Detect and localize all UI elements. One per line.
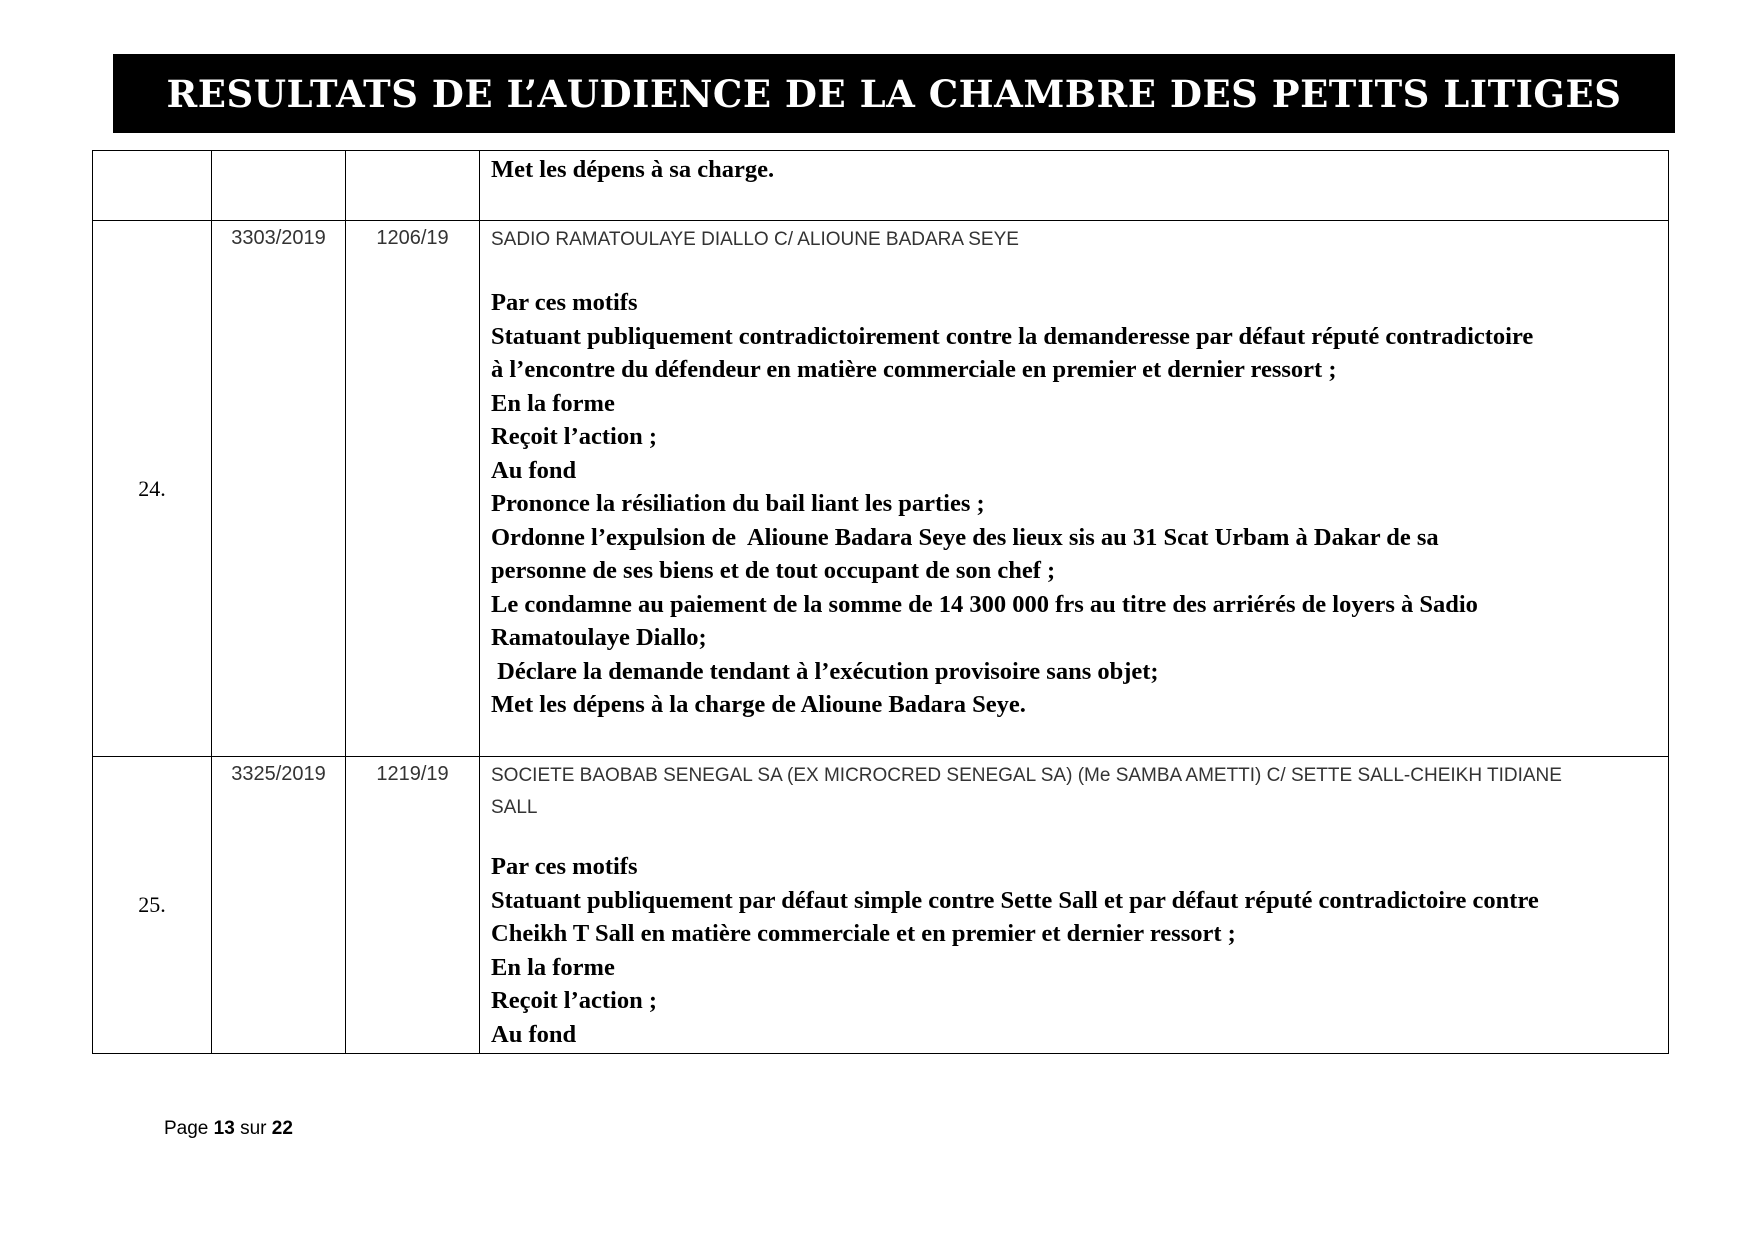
decision-line: à l’encontre du défendeur en matière commerciale en premier et dernier ressort ;	[491, 356, 1337, 383]
decision-line: Le condamne au paiement de la somme de 14 300 000 frs au titre des arriérés de loyers à Sadio	[491, 590, 1478, 618]
page-title: RESULTATS DE L’AUDIENCE DE LA CHAMBRE DES PETITS LITIGES	[166, 71, 1622, 116]
decision-cell	[480, 757, 1669, 1054]
table-row	[93, 221, 1669, 757]
table-row	[93, 151, 1669, 221]
table-row	[93, 757, 1669, 1054]
decision-cell	[480, 221, 1669, 757]
decision-cell	[480, 151, 1669, 221]
decision-line: Par ces motifs	[491, 853, 638, 880]
page-total: 22	[271, 1118, 293, 1139]
decision-line: Statuant publiquement par défaut simple contre Sette Sall et par défaut réputé contradictoire contre	[491, 886, 1539, 914]
decision-line: personne de ses biens et de tout occupant de son chef ;	[491, 557, 1056, 584]
decision-line: Prononce la résiliation du bail liant les parties ;	[491, 490, 985, 517]
decision-line: Met les dépens à sa charge.	[491, 156, 775, 183]
decision-line: Au fond	[491, 456, 577, 484]
header-banner	[113, 54, 1675, 133]
results-table	[92, 150, 1669, 1054]
decision-line: Cheikh T Sall en matière commerciale et en premier et dernier ressort ;	[491, 920, 1236, 947]
page-label: Page	[164, 1118, 209, 1139]
page-current: 13	[213, 1118, 235, 1139]
parties-line: SOCIETE BAOBAB SENEGAL SA (EX MICROCRED SENEGAL SA) (Me SAMBA AMETTI) C/ SETTE SALL-CHEIKH TIDIANE	[491, 765, 1562, 786]
rg-number	[212, 151, 346, 221]
case-number	[93, 151, 212, 221]
case-number: 24.	[93, 221, 212, 757]
decision-line: Ordonne l’expulsion de Alioune Badara Seye des lieux sis au 31 Scat Urbam à Dakar de sa	[491, 523, 1439, 551]
decision-line: Statuant publiquement contradictoirement contre la demanderesse par défaut réputé contradictoire	[491, 322, 1534, 350]
decision-line: Reçoit l’action ;	[491, 423, 657, 450]
judgment-number	[346, 151, 480, 221]
judgment-number: 1206/19	[346, 221, 480, 757]
decision-line: Reçoit l’action ;	[491, 987, 657, 1014]
parties-line: SADIO RAMATOULAYE DIALLO C/ ALIOUNE BADARA SEYE	[491, 229, 1019, 250]
judgment-number: 1219/19	[346, 757, 480, 1054]
decision-line: Déclare la demande tendant à l’exécution provisoire sans objet;	[491, 657, 1159, 685]
page-separator: sur	[240, 1118, 267, 1139]
page-footer	[164, 1118, 293, 1140]
decision-line: En la forme	[491, 389, 615, 417]
decision-line: Ramatoulaye Diallo;	[491, 624, 707, 651]
case-number: 25.	[93, 757, 212, 1054]
rg-number: 3303/2019	[212, 221, 346, 757]
decision-line: Met les dépens à la charge de Alioune Badara Seye.	[491, 691, 1026, 718]
parties-line: SALL	[491, 797, 538, 818]
rg-number: 3325/2019	[212, 757, 346, 1054]
decision-line: Par ces motifs	[491, 289, 638, 316]
decision-line: Au fond	[491, 1020, 577, 1048]
decision-line: En la forme	[491, 953, 615, 981]
